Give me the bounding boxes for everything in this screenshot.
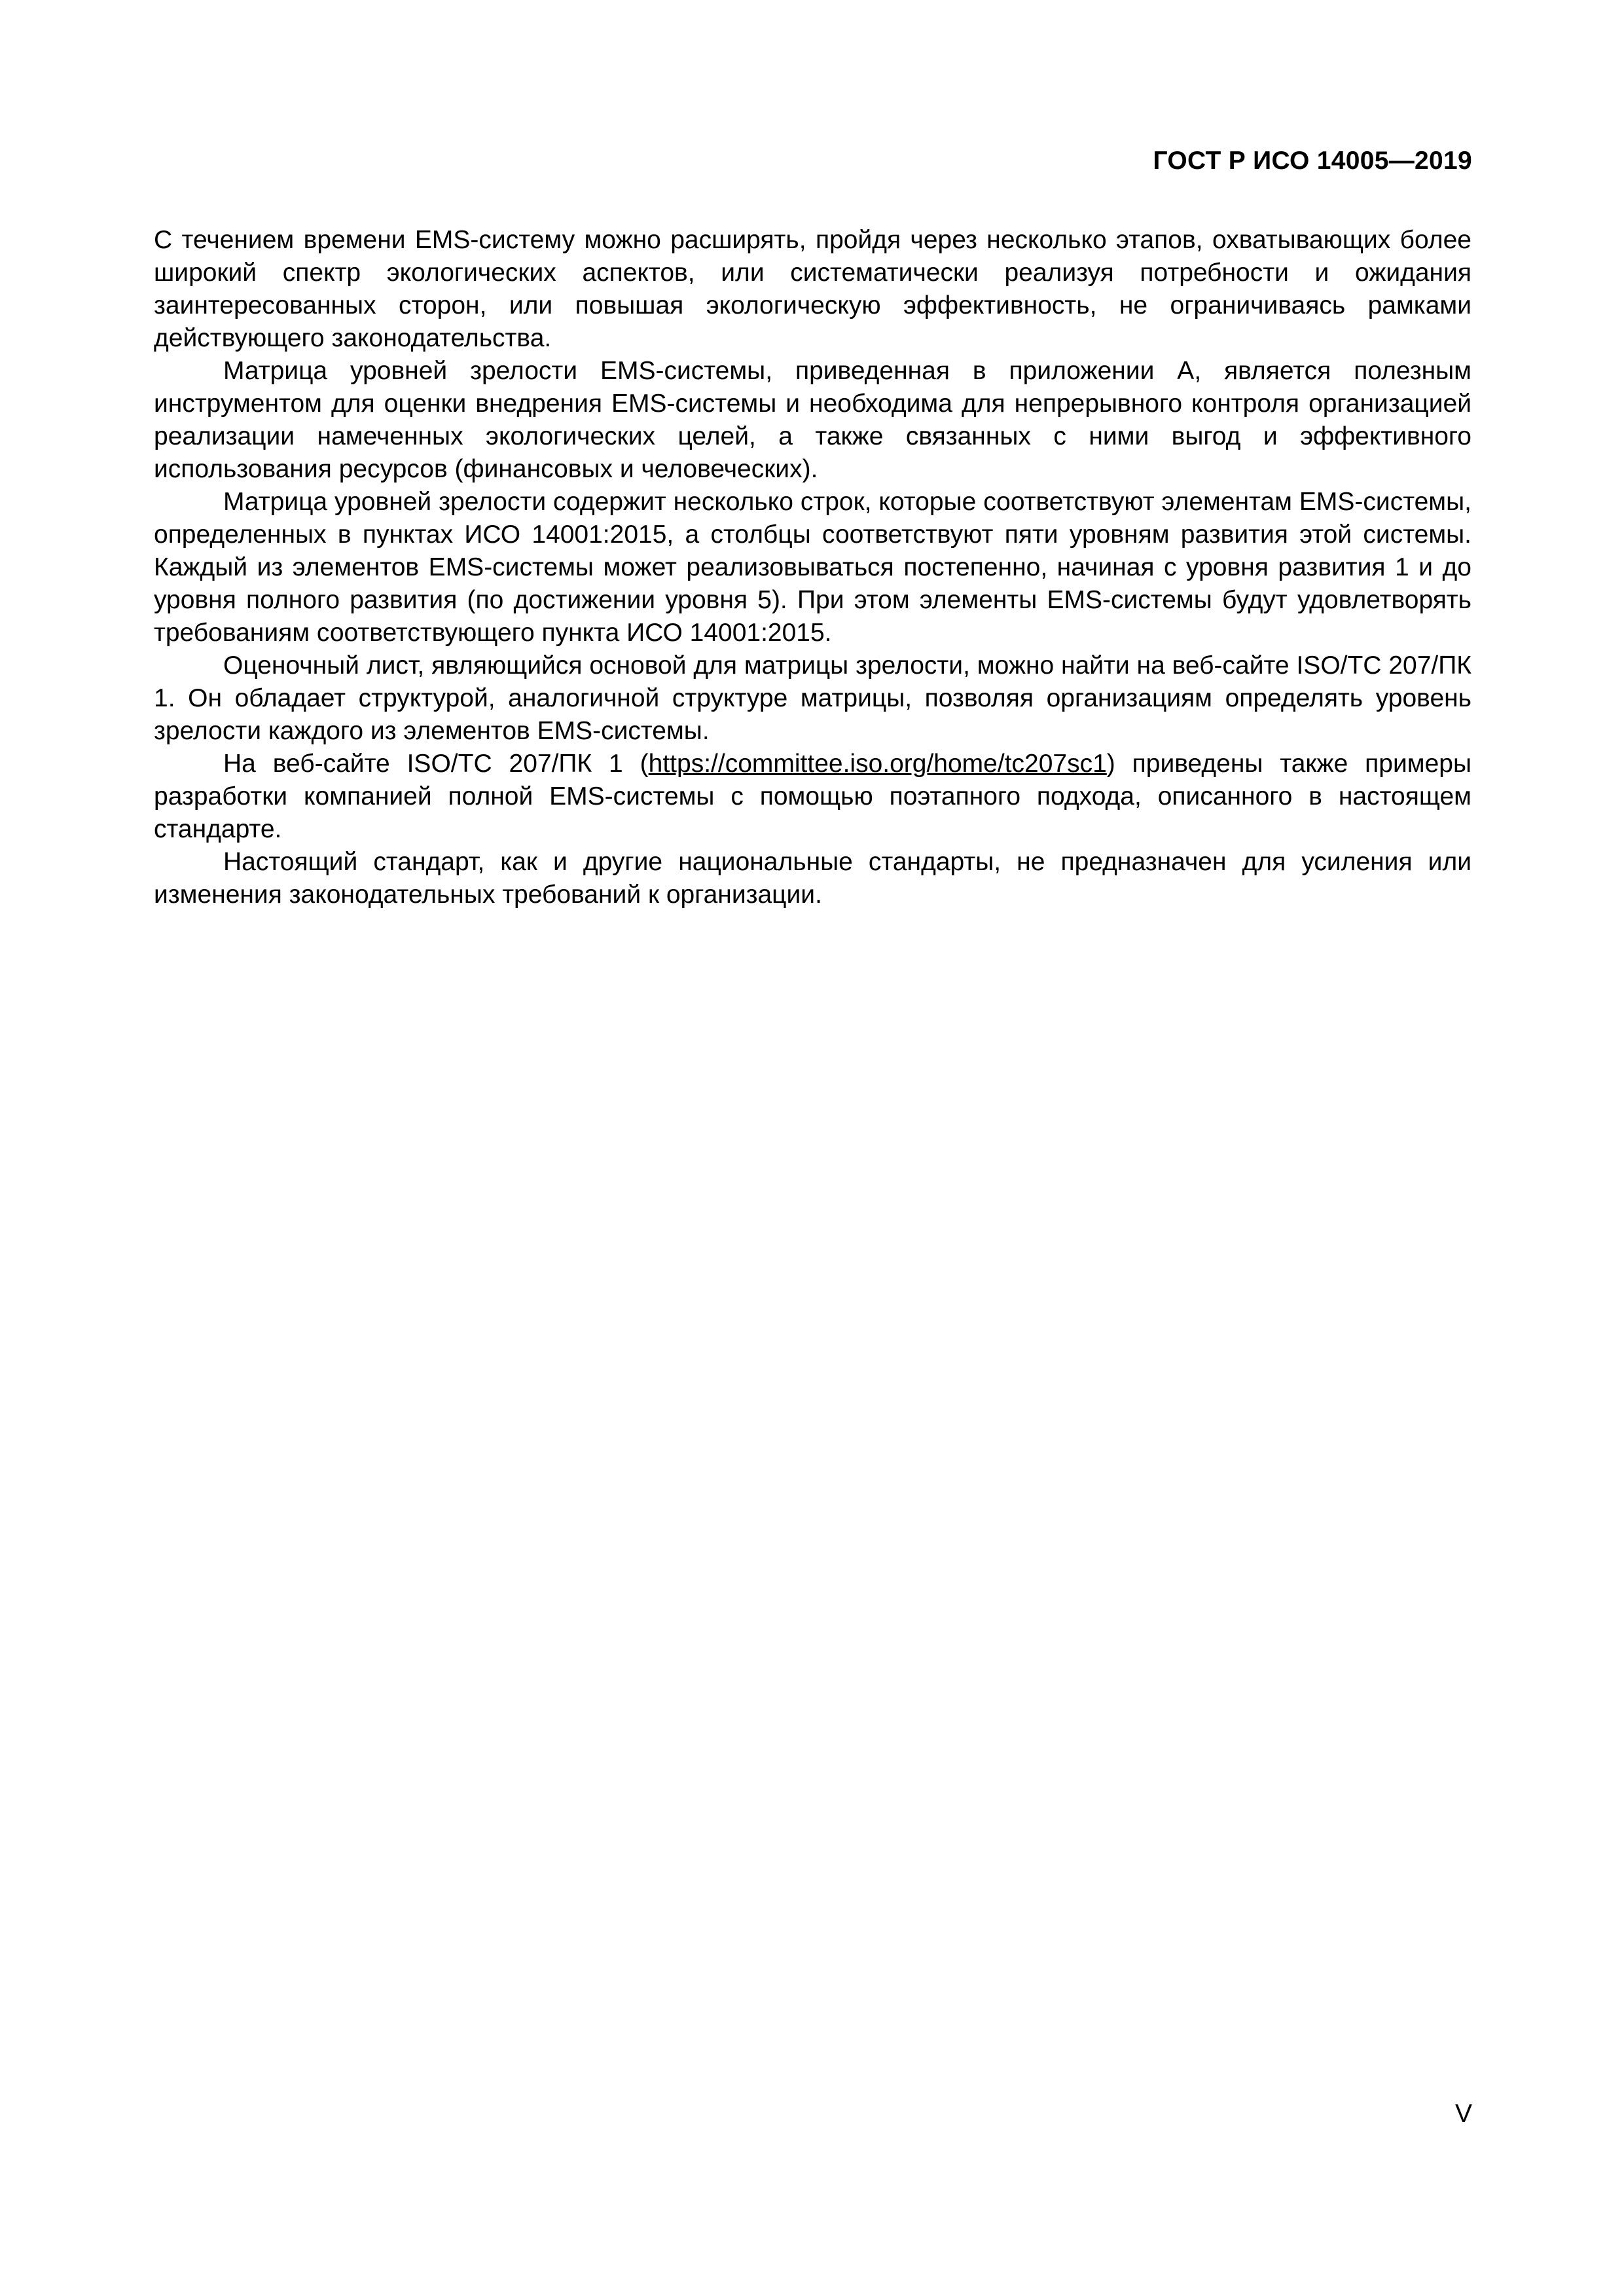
document-standard-id: ГОСТ Р ИСО 14005—2019	[1153, 147, 1472, 175]
paragraph-6: Настоящий стандарт, как и другие национальные стандарты, не предназначен для усиления или изменения законодательных требований к организации.	[154, 848, 1471, 909]
paragraph-3: Матрица уровней зрелости содержит несколько строк, которые соответствуют элементам EMS-системы, определенных в пунктах ИСО 14001:2015, а столбцы соответствуют пяти уровням развития этой системы. Каждый из элементов EMS-системы может реализовываться постепенно, начиная с уровня развития 1 и до уровня полного развития (по достижении уровня 5). При этом элементы EMS-системы будут удовлетворять требованиям соответствующего пункта ИСО 14001:2015.	[154, 488, 1471, 647]
iso-committee-link[interactable]: https://committee.iso.org/home/tc207sc1	[648, 750, 1107, 778]
page-number: V	[1454, 2100, 1472, 2128]
paragraph-5-text-before: На веб-сайте ISO/TC 207/ПК 1 (	[223, 750, 649, 778]
document-body	[154, 224, 1471, 911]
paragraph-1: С течением времени EMS-систему можно расширять, пройдя через несколько этапов, охватывающих более широкий спектр экологических аспектов, или систематически реализуя потребности и ожидания заинтересованных сторон, или повышая экологическую эффективность, не ограничиваясь рамками действующего законодательства.	[154, 226, 1471, 352]
paragraph-5-text-after: ) приведены также примеры разработки компанией полной EMS-системы с помощью поэтапного подхода, описанного в настоящем стандарте.	[154, 750, 1471, 843]
paragraph-4: Оценочный лист, являющийся основой для матрицы зрелости, можно найти на веб-сайте ISO/TC 207/ПК 1. Он обладает структурой, аналогичной структуре матрицы, позволяя организациям определять уровень зрелости каждого из элементов EMS-системы.	[154, 651, 1471, 745]
paragraph-2: Матрица уровней зрелости EMS-системы, приведенная в приложении А, является полезным инструментом для оценки внедрения EMS-системы и необходима для непрерывного контроля организацией реализации намеченных экологических целей, а также связанных с ними выгод и эффективного использования ресурсов (финансовых и человеческих).	[154, 357, 1471, 483]
paragraph-5	[154, 748, 1471, 846]
